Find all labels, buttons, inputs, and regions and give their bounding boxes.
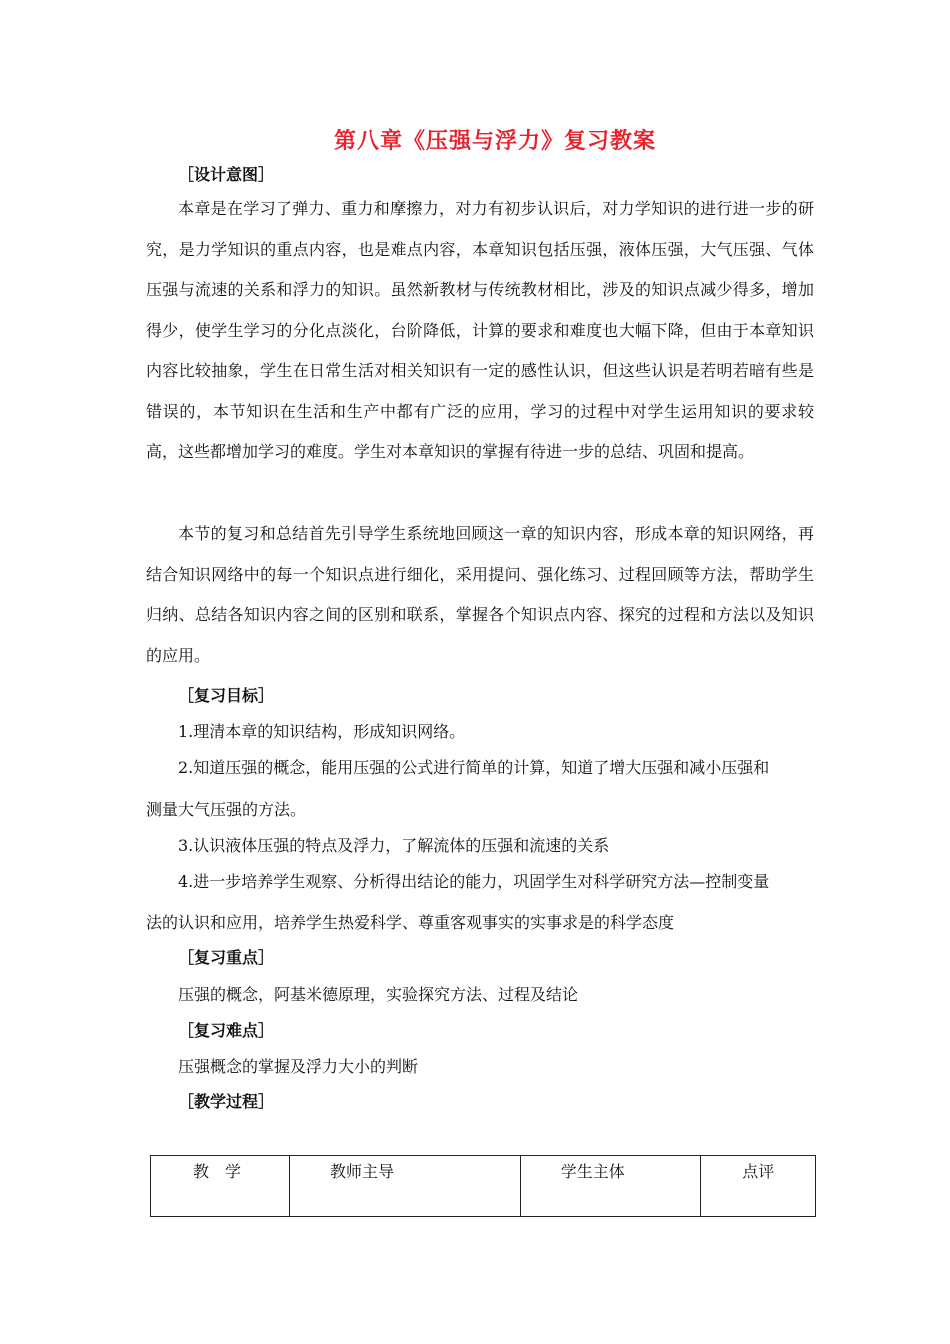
table-row bbox=[151, 1156, 816, 1217]
goal-4-line-1: 4.进一步培养学生观察、分析得出结论的能力，巩固学生对科学研究方法—控制变量 bbox=[178, 872, 770, 891]
review-keypoints-text: 压强的概念，阿基米德原理，实验探究方法、过程及结论 bbox=[178, 985, 579, 1004]
table-header-cell: 教 学 bbox=[151, 1156, 290, 1217]
goal-2-line-2: 测量大气压强的方法。 bbox=[146, 800, 307, 819]
table-header-cell: 教师主导 bbox=[290, 1156, 521, 1217]
review-goals-heading: ［复习目标］ bbox=[178, 686, 275, 705]
teaching-process-heading: ［教学过程］ bbox=[178, 1092, 275, 1111]
goal-4-line-2: 法的认识和应用，培养学生热爱科学、尊重客观事实的实事求是的科学态度 bbox=[146, 913, 675, 932]
goal-3: 3.认识液体压强的特点及浮力，了解流体的压强和流速的关系 bbox=[178, 836, 610, 855]
review-difficulties-text: 压强概念的掌握及浮力大小的判断 bbox=[178, 1057, 419, 1076]
review-difficulties-heading: ［复习难点］ bbox=[178, 1021, 275, 1040]
teaching-process-table bbox=[150, 1155, 816, 1217]
table-header-cell: 点评 bbox=[701, 1156, 816, 1217]
goal-2-line-1: 2.知道压强的概念，能用压强的公式进行简单的计算，知道了增大压强和减小压强和 bbox=[178, 758, 770, 777]
table-header-cell: 学生主体 bbox=[520, 1156, 700, 1217]
goal-1: 1.理清本章的知识结构，形成知识网络。 bbox=[178, 722, 466, 741]
design-intent-paragraph-2: 本节的复习和总结首先引导学生系统地回顾这一章的知识内容，形成本章的知识网络，再结合知识网络中的每一个知识点进行细化，采用提问、强化练习、过程回顾等方法，帮助学生归纳、总结各知识内容之间的区别和联系，掌握各个知识点内容、探究的过程和方法以及知识的应用。 bbox=[146, 524, 814, 665]
design-intent-paragraph-1: 本章是在学习了弹力、重力和摩擦力，对力有初步认识后，对力学知识的进行进一步的研究，是力学知识的重点内容，也是难点内容，本章知识包括压强，液体压强，大气压强、气体压强与流速的关系和浮力的知识。虽然新教材与传统教材相比，涉及的知识点减少得多，增加得少，使学生学习的分化点淡化，台阶降低，计算的要求和难度也大幅下降，但由于本章知识内容比较抽象，学生在日常生活对相关知识有一定的感性认识，但这些认识是若明若暗有些是错误的，本节知识在生活和生产中都有广泛的应用，学习的过程中对学生运用知识的要求较高，这些都增加学习的难度。学生对本章知识的掌握有待进一步的总结、巩固和提高。 bbox=[146, 199, 814, 461]
document-title: 第八章《压强与浮力》复习教案 bbox=[333, 129, 656, 154]
design-intent-heading: ［设计意图］ bbox=[178, 165, 275, 184]
review-keypoints-heading: ［复习重点］ bbox=[178, 948, 275, 967]
